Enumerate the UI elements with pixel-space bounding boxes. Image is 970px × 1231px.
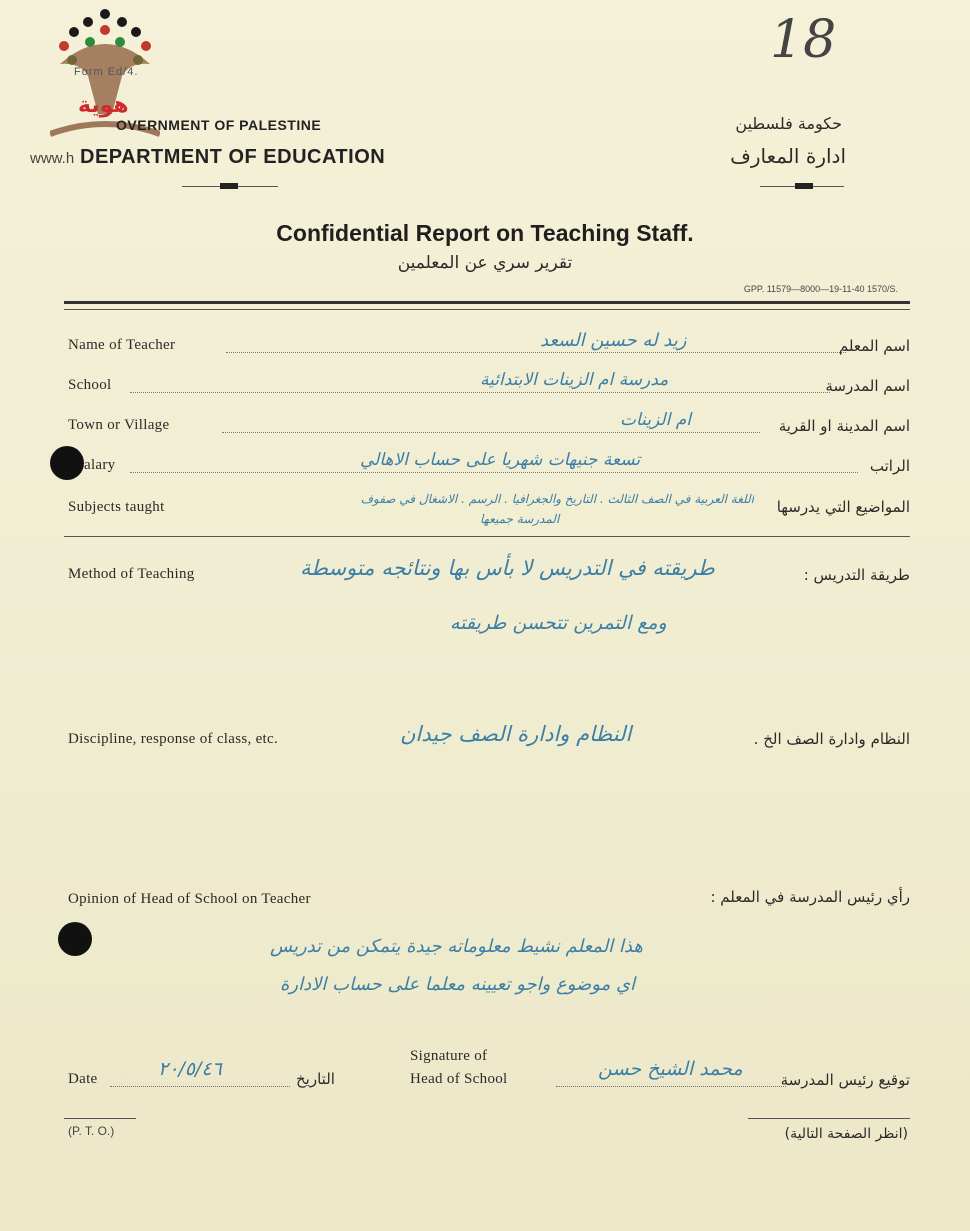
government-title-en: OVERNMENT OF PALESTINE bbox=[116, 117, 322, 133]
value-opinion-line2: اي موضوع واجو تعيينه معلما على حساب الادارة bbox=[280, 974, 636, 995]
value-town: ام الزينات bbox=[620, 410, 691, 430]
report-title-en: Confidential Report on Teaching Staff. bbox=[276, 220, 694, 246]
line-school bbox=[130, 392, 830, 393]
print-code: GPP. 11579—8000—19-11-40 1570/S. bbox=[743, 284, 898, 294]
footer-rule-left bbox=[64, 1118, 136, 1119]
value-opinion-line1: هذا المعلم نشيط معلوماته جيدة يتمكن من تدريس bbox=[270, 936, 643, 957]
label-signature-line2: Head of School bbox=[410, 1071, 508, 1087]
footer-rule-right bbox=[748, 1118, 910, 1119]
government-title-ar: حكومة فلسطين bbox=[735, 114, 842, 133]
value-method-line1: طريقته في التدريس لا بأس بها ونتائجه متوسطة bbox=[300, 556, 715, 580]
label-subjects-ar: المواضيع التي يدرسها bbox=[776, 498, 910, 516]
label-discipline: Discipline, response of class, etc. bbox=[68, 731, 279, 747]
label-signature-ar: توقيع رئيس المدرسة bbox=[780, 1071, 910, 1089]
header-rule-left-mark bbox=[220, 183, 238, 189]
line-town bbox=[222, 432, 760, 433]
header-rule-right-mark bbox=[795, 183, 813, 189]
title-rule-thick bbox=[64, 301, 910, 304]
fields-rule bbox=[64, 536, 910, 537]
label-signature-line1: Signature of bbox=[410, 1048, 488, 1064]
value-discipline: النظام وادارة الصف جيدان bbox=[400, 722, 632, 746]
label-opinion: Opinion of Head of School on Teacher bbox=[68, 891, 311, 907]
label-method: Method of Teaching bbox=[68, 566, 195, 582]
label-date: Date bbox=[68, 1071, 98, 1087]
line-signature bbox=[556, 1086, 786, 1087]
label-town-ar: اسم المدينة او القرية bbox=[778, 417, 910, 435]
label-school-ar: اسم المدرسة bbox=[825, 377, 910, 395]
value-date: ٢٠/٥/٤٦ bbox=[158, 1058, 222, 1080]
department-title-en: DEPARTMENT OF EDUCATION bbox=[80, 146, 386, 168]
report-title-ar: تقرير سري عن المعلمين bbox=[397, 253, 573, 273]
value-method-line2: ومع التمرين تتحسن طريقته bbox=[450, 612, 667, 634]
value-subjects-line2: المدرسة جميعها bbox=[480, 512, 560, 526]
line-salary bbox=[130, 472, 858, 473]
label-teacher-name-ar: اسم المعلم bbox=[838, 337, 910, 355]
label-date-ar: التاريخ bbox=[296, 1070, 335, 1088]
label-salary-ar: الراتب bbox=[869, 457, 910, 475]
value-school: مدرسة ام الزينات الابتدائية bbox=[480, 370, 669, 390]
department-title-ar: ادارة المعارف bbox=[730, 144, 846, 168]
label-town: Town or Village bbox=[68, 417, 170, 433]
label-teacher-name: Name of Teacher bbox=[68, 337, 176, 353]
title-rule-thin bbox=[64, 309, 910, 310]
watermark-brand: هوية bbox=[78, 92, 129, 117]
value-teacher-name: زيد له حسين السعد bbox=[540, 330, 687, 351]
page-number: 18 bbox=[770, 10, 837, 70]
label-discipline-ar: النظام وادارة الصف الخ . bbox=[753, 730, 910, 748]
line-teacher-name bbox=[226, 352, 846, 353]
label-subjects: Subjects taught bbox=[68, 499, 165, 515]
form-reference: Form Ed/4. bbox=[74, 66, 139, 78]
label-method-ar: طريقة التدريس : bbox=[803, 566, 910, 584]
watermark-url: www.h bbox=[30, 150, 75, 167]
value-signature: محمد الشيخ حسن bbox=[598, 1058, 743, 1080]
label-salary: alary bbox=[84, 457, 116, 473]
punch-hole-bottom bbox=[58, 922, 92, 956]
label-opinion-ar: رأي رئيس المدرسة في المعلم : bbox=[710, 888, 910, 906]
line-date bbox=[110, 1086, 290, 1087]
punch-hole-top bbox=[50, 446, 84, 480]
pto-ar: (انظر الصفحة التالية) bbox=[784, 1126, 908, 1142]
value-subjects: اللغة العربية في الصف الثالث . التاريخ والجغرافيا . الرسم . الاشغال في صفوف bbox=[360, 492, 754, 506]
label-school: School bbox=[68, 377, 112, 393]
value-salary: تسعة جنيهات شهريا على حساب الاهالي bbox=[360, 450, 641, 470]
pto-en: (P. T. O.) bbox=[68, 1124, 115, 1138]
